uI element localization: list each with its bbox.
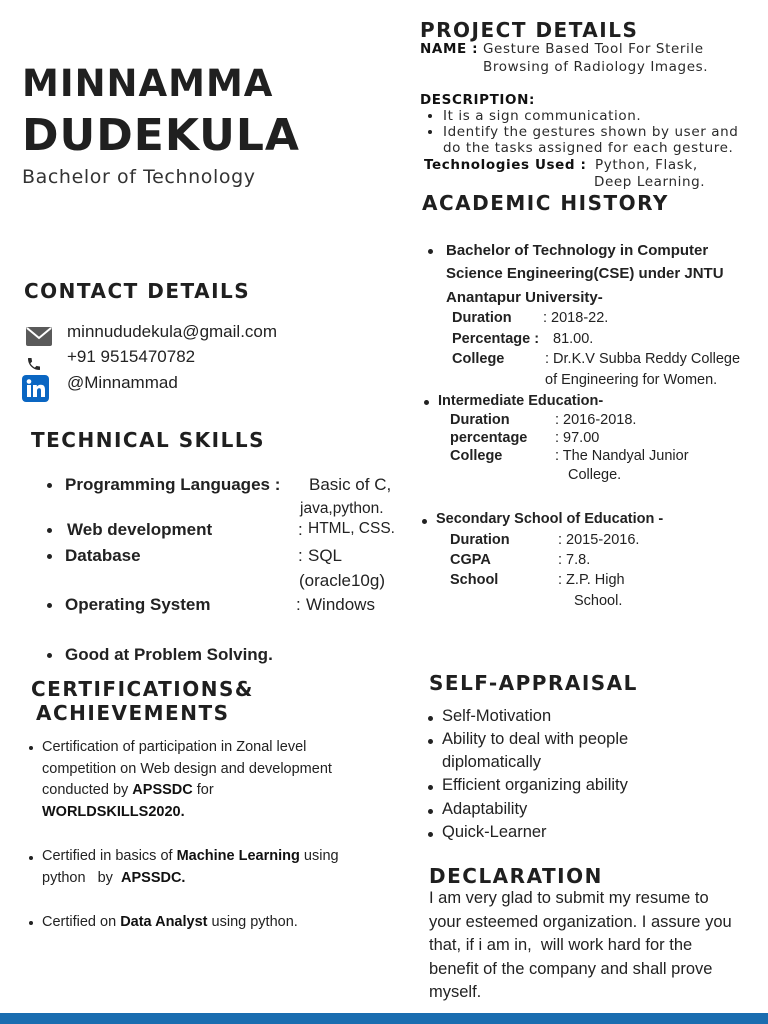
cert3-data-analyst: Data Analyst xyxy=(120,914,208,930)
cert1-worldskills: WORLDSKILLS2020. xyxy=(42,803,185,820)
project-name-label: NAME : xyxy=(420,41,479,57)
bullet-dot xyxy=(29,746,33,750)
phone-icon xyxy=(26,356,42,372)
btech-percentage-label: Percentage : xyxy=(452,331,540,347)
bullet-dot xyxy=(428,809,433,814)
btech-line1: Bachelor of Technology in Computer xyxy=(446,242,709,259)
bullet-dot xyxy=(428,832,433,837)
skill-sep-database: : xyxy=(298,546,303,565)
btech-percentage-value: 81.00. xyxy=(553,331,594,347)
btech-duration-value: : 2018-22. xyxy=(543,310,609,326)
first-name: MINNAMMA xyxy=(22,62,274,105)
ssc-cgpa-value: : 7.8. xyxy=(558,552,591,568)
btech-duration-label: Duration xyxy=(452,310,512,326)
declaration-line-5: myself. xyxy=(429,983,482,1001)
cert2-ml: Machine Learning xyxy=(176,848,300,864)
ssc-school-value-1: : Z.P. High xyxy=(558,572,625,588)
certification-item-2 xyxy=(42,846,402,889)
self-appraisal-item-1: Self-Motivation xyxy=(442,707,552,725)
self-appraisal-item-5: Quick-Learner xyxy=(442,823,547,841)
ssc-cgpa-label: CGPA xyxy=(450,552,491,568)
project-tech-label: Technologies Used : xyxy=(424,157,587,173)
bullet-dot xyxy=(29,856,33,860)
btech-college-value-1: : Dr.K.V Subba Reddy College xyxy=(545,351,741,367)
skill-label-database: Database xyxy=(65,546,141,565)
skill-label-programming: Programming Languages : xyxy=(65,475,281,494)
bullet-dot xyxy=(47,483,52,488)
skill-value-programming-2: java,python. xyxy=(300,500,384,517)
bullet-dot xyxy=(47,603,52,608)
declaration-line-2: your esteemed organization. I assure you xyxy=(429,912,732,931)
inter-duration-label: Duration xyxy=(450,412,510,428)
inter-duration-value: : 2016-2018. xyxy=(555,412,637,428)
self-appraisal-item-3: Efficient organizing ability xyxy=(442,776,628,794)
btech-college-label: College xyxy=(452,351,505,367)
project-tech-line1: Python, Flask, xyxy=(595,157,698,173)
contact-heading: CONTACT DETAILS xyxy=(24,279,251,303)
bullet-dot xyxy=(428,249,433,254)
self-appraisal-item-2: Ability to deal with people xyxy=(442,730,629,748)
certification-item-1 xyxy=(42,737,402,823)
project-name-line2: Browsing of Radiology Images. xyxy=(483,59,709,75)
declaration-heading: DECLARATION xyxy=(429,864,603,888)
cert2-apssdc: APSSDC. xyxy=(121,869,186,886)
technical-skills-heading: TECHNICAL SKILLS xyxy=(31,428,265,452)
bullet-dot xyxy=(422,519,427,524)
cert1-line3 xyxy=(42,780,402,802)
cert2-line1-post: using xyxy=(299,848,339,864)
inter-percentage-value: : 97.00 xyxy=(555,430,600,446)
ssc-duration-label: Duration xyxy=(450,532,510,548)
bullet-dot xyxy=(47,528,52,533)
skill-problem-solving: Good at Problem Solving. xyxy=(65,645,273,664)
skill-value-programming-1: Basic of C, xyxy=(309,475,392,494)
skill-sep-os: : xyxy=(296,595,301,614)
phone-text[interactable]: +91 9515470782 xyxy=(67,347,196,366)
cert3-post: using python. xyxy=(207,914,298,930)
ssc-duration-value: : 2015-2016. xyxy=(558,532,640,548)
email-text[interactable]: minnududekula@gmail.com xyxy=(67,322,278,341)
inter-title: Intermediate Education- xyxy=(438,393,604,409)
btech-line2: Science Engineering(CSE) under JNTU xyxy=(446,265,724,282)
certification-item-3 xyxy=(42,912,402,934)
cert1-line2: competition on Web design and development xyxy=(42,760,332,777)
email-icon xyxy=(26,327,52,346)
bullet-dot xyxy=(424,400,429,405)
inter-percentage-label: percentage xyxy=(450,430,528,446)
degree-subtitle: Bachelor of Technology xyxy=(22,166,256,188)
cert1-line3-pre: conducted by xyxy=(42,782,133,798)
bullet-dot xyxy=(428,130,432,134)
project-name-line1: Gesture Based Tool For Sterile xyxy=(483,41,704,57)
certifications-heading-2: ACHIEVEMENTS xyxy=(36,701,230,725)
footer-accent-bar xyxy=(0,1013,768,1024)
cert2-line1-pre: Certified in basics of xyxy=(42,848,177,864)
project-heading: PROJECT DETAILS xyxy=(420,18,639,42)
btech-college-value-2: of Engineering for Women. xyxy=(545,372,718,388)
skill-sep-web: : xyxy=(298,520,303,539)
linkedin-icon xyxy=(22,375,49,402)
certifications-heading-1: CERTIFICATIONS& xyxy=(31,677,254,701)
project-desc-3: do the tasks assigned for each gesture. xyxy=(443,140,734,156)
cert2-line2-pre: python by xyxy=(42,869,121,886)
bullet-dot xyxy=(428,739,433,744)
self-appraisal-item-4: Adaptability xyxy=(442,800,528,818)
project-description-label: DESCRIPTION: xyxy=(420,92,535,108)
declaration-body xyxy=(429,887,764,1005)
last-name: DUDEKULA xyxy=(22,110,300,161)
skill-label-os: Operating System xyxy=(65,595,211,614)
ssc-school-value-2: School. xyxy=(574,593,623,609)
inter-college-value-2: College. xyxy=(568,467,622,483)
skill-value-web: HTML, CSS. xyxy=(308,520,395,537)
self-appraisal-item-2-cont: diplomatically xyxy=(442,753,542,771)
declaration-line-3: that, if i am in, will work hard for the xyxy=(429,936,693,954)
cert1-line3-post: for xyxy=(192,782,214,798)
declaration-line-1: I am very glad to submit my resume to xyxy=(429,889,709,907)
bullet-dot xyxy=(29,921,33,925)
project-tech-line2: Deep Learning. xyxy=(594,174,706,190)
bullet-dot xyxy=(428,785,433,790)
declaration-line-4: benefit of the company and shall prove xyxy=(429,959,713,978)
project-desc-2: Identify the gestures shown by user and xyxy=(443,124,739,140)
cert3-pre: Certified on xyxy=(42,914,121,930)
self-appraisal-heading: SELF-APPRAISAL xyxy=(429,671,638,695)
academic-heading: ACADEMIC HISTORY xyxy=(422,191,669,215)
bullet-dot xyxy=(428,114,432,118)
inter-college-value-1: : The Nandyal Junior xyxy=(555,448,689,464)
ssc-title: Secondary School of Education - xyxy=(436,511,664,527)
bullet-dot xyxy=(47,653,52,658)
project-desc-1: It is a sign communication. xyxy=(443,108,642,124)
bullet-dot xyxy=(428,716,433,721)
skill-label-web: Web development xyxy=(67,520,213,539)
ssc-school-label: School xyxy=(450,572,499,588)
cert1-line1: Certification of participation in Zonal level xyxy=(42,739,307,755)
btech-line3: Anantapur University- xyxy=(446,289,603,306)
skill-value-os: Windows xyxy=(306,595,375,614)
cert1-apssdc: APSSDC xyxy=(132,782,193,798)
skill-value-database-1: SQL xyxy=(308,546,343,565)
skill-value-database-2: (oracle10g) xyxy=(299,571,385,590)
inter-college-label: College xyxy=(450,448,503,464)
linkedin-text[interactable]: @Minnammad xyxy=(67,373,178,392)
bullet-dot xyxy=(47,554,52,559)
